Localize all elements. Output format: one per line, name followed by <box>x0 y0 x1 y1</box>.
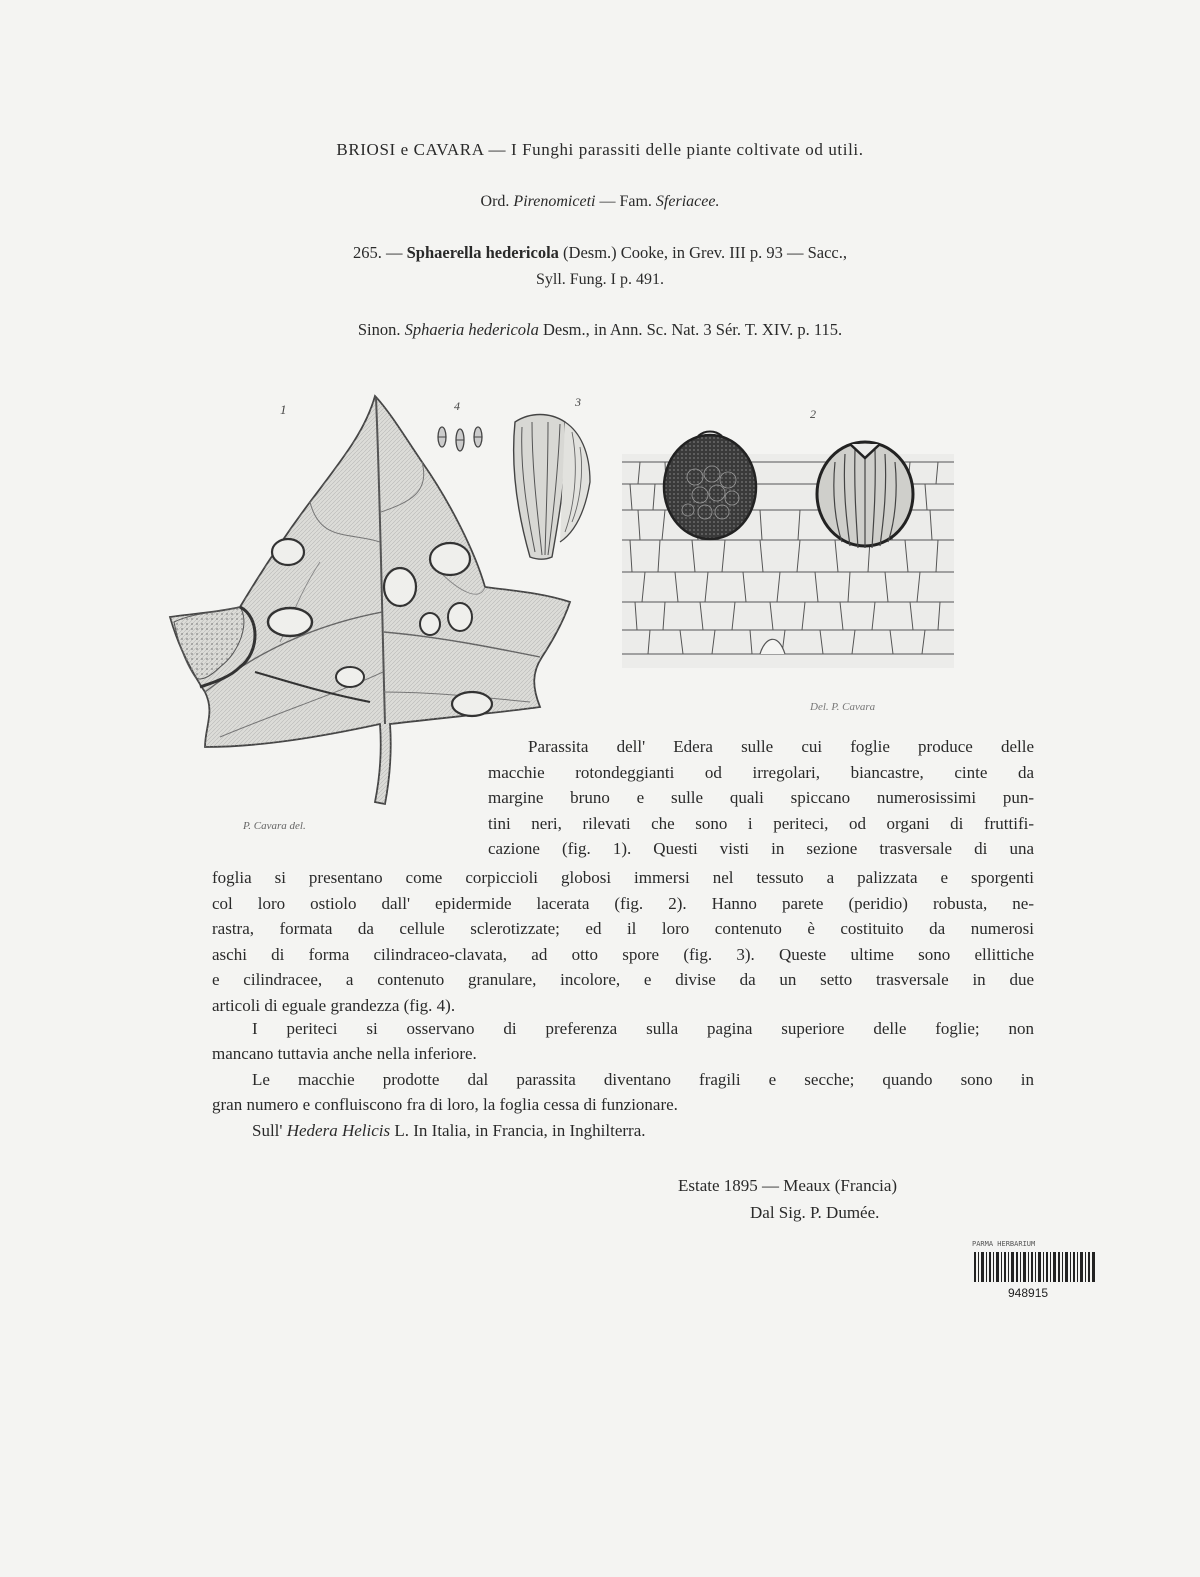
ord-name: Pirenomiceti <box>513 193 596 210</box>
leaf-section-figure <box>622 432 954 669</box>
species-line <box>0 243 1200 263</box>
paragraph-3-line-1: Le macchie prodotte dal parassita diventano fragili e secche; quando sono in <box>252 1070 1034 1089</box>
synonym-line <box>0 320 1200 340</box>
spores-figure <box>438 427 482 451</box>
header-authors: BRIOSI e CAVARA <box>336 140 484 159</box>
fig-label-3: 3 <box>575 395 581 409</box>
wide-line-4: aschi di forma cilindraceo-clavata, ad otto spore (fig. 3). Queste ultime sono ellittiche <box>212 944 1034 964</box>
fig-label-1: 1 <box>280 402 287 417</box>
species-name: Sphaerella hedericola <box>406 243 559 262</box>
col-line-3: margine bruno e sulle quali spiccano numerosissimi pun- <box>488 788 1034 807</box>
page-header <box>0 140 1200 160</box>
col-line-2: macchie rotondeggianti od irregolari, biancastre, cinte da <box>488 762 1034 782</box>
fig-label-4: 4 <box>454 399 460 413</box>
host-name: Hedera Helicis <box>286 1121 391 1140</box>
description-column <box>488 734 1034 862</box>
species-number: 265. — <box>352 243 403 262</box>
wide-line-3: rastra, formata da cellule sclerotizzate; ed il loro contenuto è costituito da numerosi <box>212 919 1034 938</box>
description-continued <box>212 865 1034 1018</box>
fig-label-2: 2 <box>810 407 816 421</box>
barcode-icon <box>972 1250 1102 1286</box>
leaf-credit: P. Cavara del. <box>243 820 306 832</box>
wide-line-1: foglia si presentano come corpiccioli globosi immersi nel tessuto a palizzata e sporgenti <box>212 868 1034 887</box>
classification-line <box>0 193 1200 211</box>
paragraph-3-line-2: gran numero e confluiscono fra di loro, la foglia cessa di funzionare. <box>212 1095 678 1114</box>
synonym-label: Sinon. <box>357 320 401 339</box>
fam-label: Fam. <box>619 193 652 210</box>
header-title: — I Funghi parassiti delle piante coltivate od utili. <box>488 140 864 159</box>
barcode-top-text: PARMA HERBARIUM <box>972 1240 1036 1248</box>
fam-name: Sferiacee. <box>655 193 720 210</box>
species-line-2: Syll. Fung. I p. 491. <box>535 271 664 288</box>
host-paragraph <box>252 1118 1034 1144</box>
host-rest: L. In Italia, in Francia, in Inghilterra. <box>394 1121 646 1140</box>
asci-figure <box>514 415 590 560</box>
col-line-4: tini neri, rilevati che sono i periteci, od organi di fruttifi- <box>488 813 1034 833</box>
collection-date-place: Estate 1895 — Meaux (Francia) <box>678 1176 898 1195</box>
wide-line-2: col loro ostiolo dall' epidermide lacerata (fig. 2). Hanno parete (peridio) robusta, ne- <box>212 893 1034 913</box>
species-authority: (Desm.) Cooke, in Grev. III p. 93 — Sacc., <box>563 243 847 262</box>
barcode-number: 948915 <box>1008 1286 1049 1300</box>
wide-line-5: e cilindracee, a contenuto granulare, incolore, e divise da un setto trasversale in due <box>212 970 1034 989</box>
synonym-rest: Desm., in Ann. Sc. Nat. 3 Sér. T. XIV. p. 115. <box>543 320 843 339</box>
section-credit: Del. P. Cavara <box>810 701 876 713</box>
herbarium-barcode-label <box>968 1240 1108 1302</box>
collector: Dal Sig. P. Dumée. <box>750 1203 880 1222</box>
col-line-1: Parassita dell' Edera sulle cui foglie produce delle <box>528 737 1034 756</box>
paragraph-2-line-2: mancano tuttavia anche nella inferiore. <box>212 1044 477 1063</box>
wide-line-6: articoli di eguale grandezza (fig. 4). <box>212 995 456 1015</box>
synonym-name: Sphaeria hedericola <box>404 320 539 339</box>
col-line-5: cazione (fig. 1). Questi visti in sezione trasversale di una <box>488 839 1034 858</box>
host-prefix: Sull' <box>252 1121 283 1140</box>
class-sep: — <box>599 193 616 210</box>
ord-label: Ord. <box>480 193 510 210</box>
paragraph-2-line-1: I periteci si osservano di preferenza sulla pagina superiore delle foglie; non <box>252 1019 1034 1038</box>
